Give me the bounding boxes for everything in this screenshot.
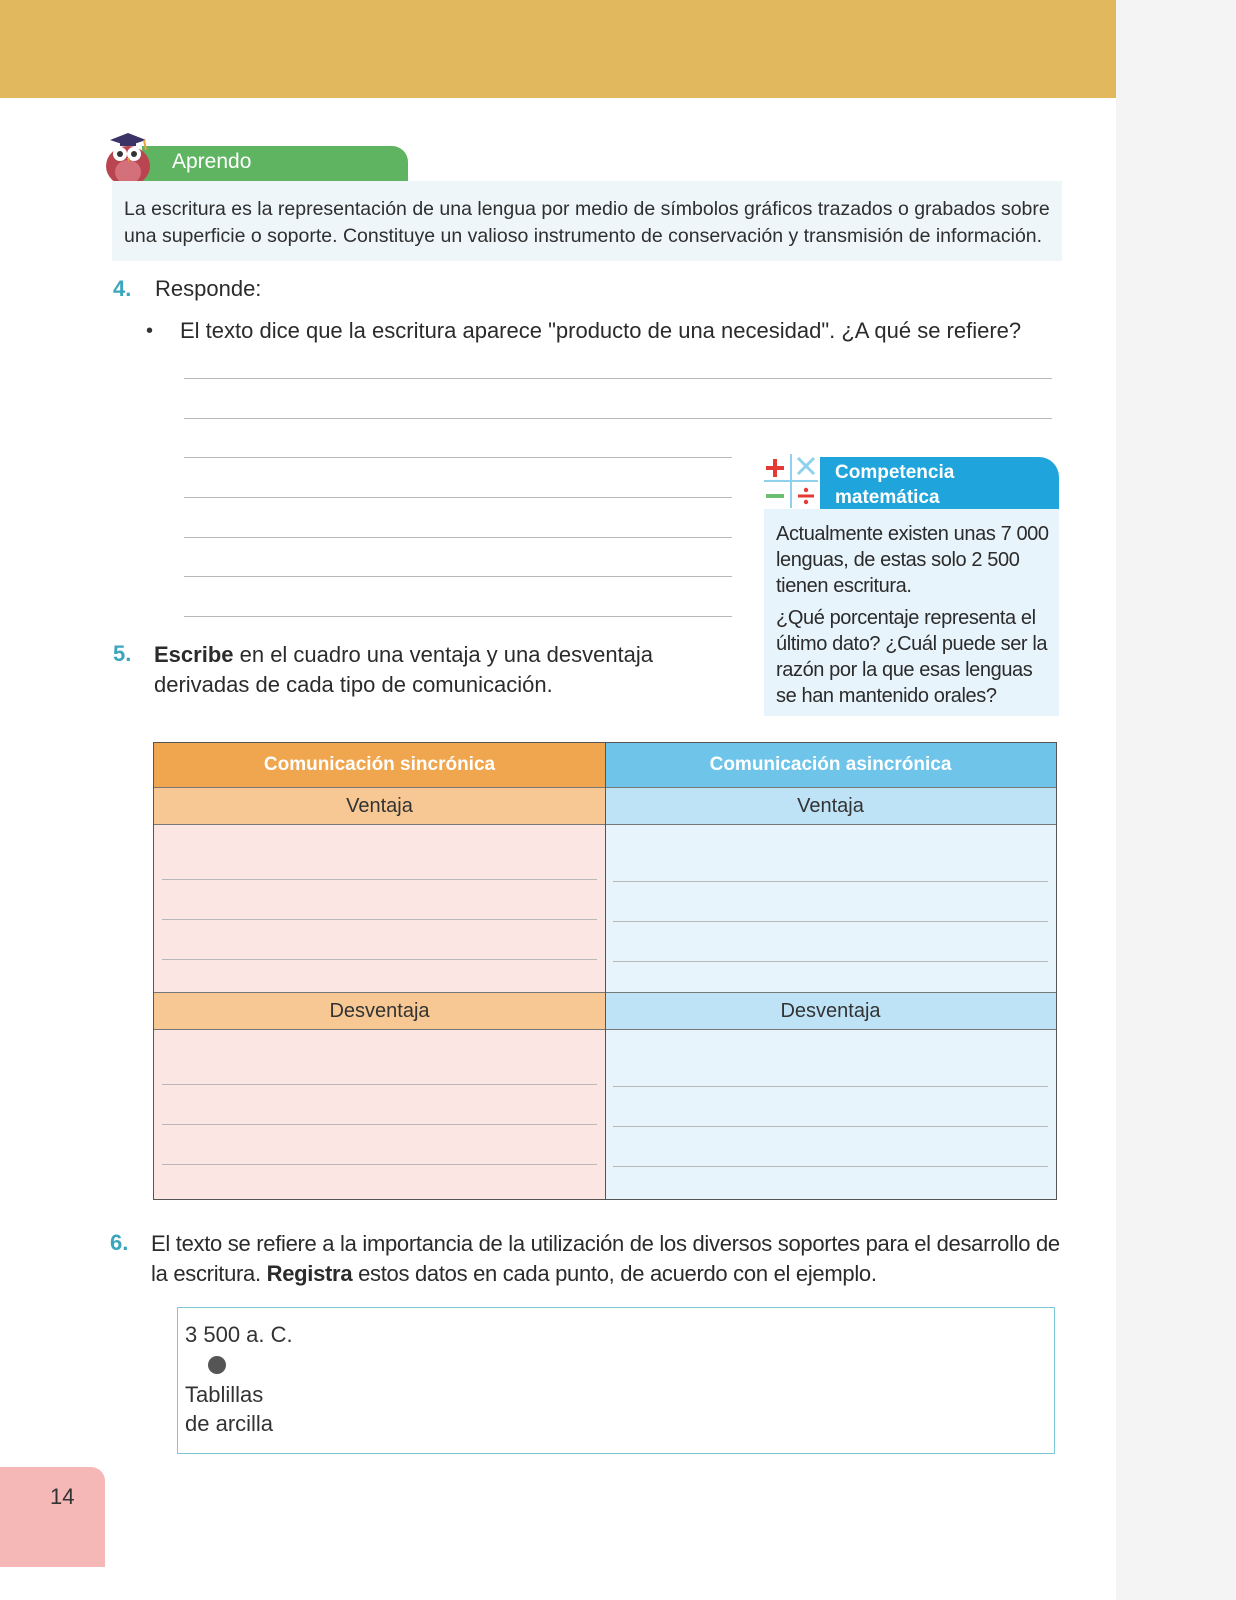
answer-line[interactable] bbox=[184, 497, 732, 498]
answer-line[interactable] bbox=[162, 959, 597, 960]
competencia-paragraph-2: ¿Qué porcentaje representa el último dato? ¿Cuál puede ser la razón por la que esas lenguas se han mantenido orales? bbox=[776, 607, 1048, 707]
answer-line[interactable] bbox=[184, 576, 732, 577]
answer-line[interactable] bbox=[184, 418, 1052, 419]
sync-header: Comunicación sincrónica bbox=[154, 743, 605, 787]
answer-line[interactable] bbox=[162, 1084, 597, 1085]
async-header: Comunicación asincrónica bbox=[605, 743, 1056, 787]
answer-line[interactable] bbox=[162, 1124, 597, 1125]
answer-line[interactable] bbox=[162, 919, 597, 920]
question-5-rest: en el cuadro una ventaja y una desventaja derivadas de cada tipo de comunicación. bbox=[154, 642, 654, 697]
answer-line[interactable] bbox=[184, 457, 732, 458]
page-number-tab bbox=[0, 1467, 105, 1567]
answer-line[interactable] bbox=[613, 1126, 1048, 1127]
competencia-title bbox=[835, 460, 954, 510]
answer-line[interactable] bbox=[162, 879, 597, 880]
sync-ventaja-label: Ventaja bbox=[154, 787, 605, 825]
question-4-prompt: Responde: bbox=[155, 276, 262, 301]
bullet-icon: • bbox=[146, 320, 154, 342]
answer-line[interactable] bbox=[613, 921, 1048, 922]
table-divider bbox=[605, 743, 606, 1199]
question-6-start: El texto se refiere a la importancia de la utilización de los diversos soportes para el desarrollo de la escritura. bbox=[151, 1231, 1060, 1286]
async-ventaja-area[interactable] bbox=[605, 825, 1056, 992]
answer-line[interactable] bbox=[613, 961, 1048, 962]
answer-line[interactable] bbox=[162, 1164, 597, 1165]
sync-desventaja-area[interactable] bbox=[154, 1030, 605, 1199]
page-edge bbox=[1116, 0, 1236, 1600]
competencia-text bbox=[776, 521, 1056, 715]
question-6-number: 6. bbox=[110, 1230, 129, 1255]
competencia-title-line-2: matemática bbox=[835, 487, 940, 508]
aprendo-title: Aprendo bbox=[172, 150, 252, 173]
competencia-title-line-1: Competencia bbox=[835, 462, 955, 483]
question-4-number: 4. bbox=[113, 276, 132, 301]
async-desventaja-area[interactable] bbox=[605, 1030, 1056, 1199]
owl-graduate-icon bbox=[100, 128, 162, 188]
math-operations-icon bbox=[760, 450, 824, 512]
timeline-label-line-1: Tablillas bbox=[185, 1382, 264, 1407]
question-6-verb: Registra bbox=[266, 1261, 353, 1286]
timeline-point-icon bbox=[208, 1356, 226, 1374]
question-5-number: 5. bbox=[113, 641, 132, 666]
sync-desventaja-label: Desventaja bbox=[154, 992, 605, 1030]
question-4-bullet: El texto dice que la escritura aparece "producto de una necesidad". ¿A qué se refiere? bbox=[180, 318, 1022, 343]
async-ventaja-label: Ventaja bbox=[605, 787, 1056, 825]
timeline-box[interactable] bbox=[177, 1307, 1055, 1454]
communication-table bbox=[153, 742, 1057, 1200]
question-6-end: estos datos en cada punto, de acuerdo con el ejemplo. bbox=[352, 1261, 877, 1286]
async-desventaja-label: Desventaja bbox=[605, 992, 1056, 1030]
timeline-label-line-2: de arcilla bbox=[185, 1411, 274, 1436]
page-number: 14 bbox=[50, 1484, 75, 1509]
answer-line[interactable] bbox=[613, 1086, 1048, 1087]
top-color-band bbox=[0, 0, 1116, 98]
timeline-date: 3 500 a. C. bbox=[185, 1322, 293, 1347]
sync-ventaja-area[interactable] bbox=[154, 825, 605, 992]
answer-line[interactable] bbox=[613, 1166, 1048, 1167]
answer-line[interactable] bbox=[613, 881, 1048, 882]
answer-line[interactable] bbox=[184, 616, 732, 617]
competencia-paragraph-1: Actualmente existen unas 7 000 lenguas, de estas solo 2 500 tienen escritura. bbox=[776, 523, 1049, 597]
question-6-text bbox=[151, 1229, 1071, 1289]
aprendo-text: La escritura es la representación de una lengua por medio de símbolos gráficos trazados o grabados sobre una superficie o soporte. Constituye un valioso instrumento de conservación y transmisión de información. bbox=[124, 198, 1050, 247]
answer-line[interactable] bbox=[184, 537, 732, 538]
question-5-verb: Escribe bbox=[154, 642, 234, 667]
answer-line[interactable] bbox=[184, 378, 1052, 379]
timeline-label bbox=[185, 1380, 273, 1438]
question-5-text bbox=[154, 640, 744, 700]
